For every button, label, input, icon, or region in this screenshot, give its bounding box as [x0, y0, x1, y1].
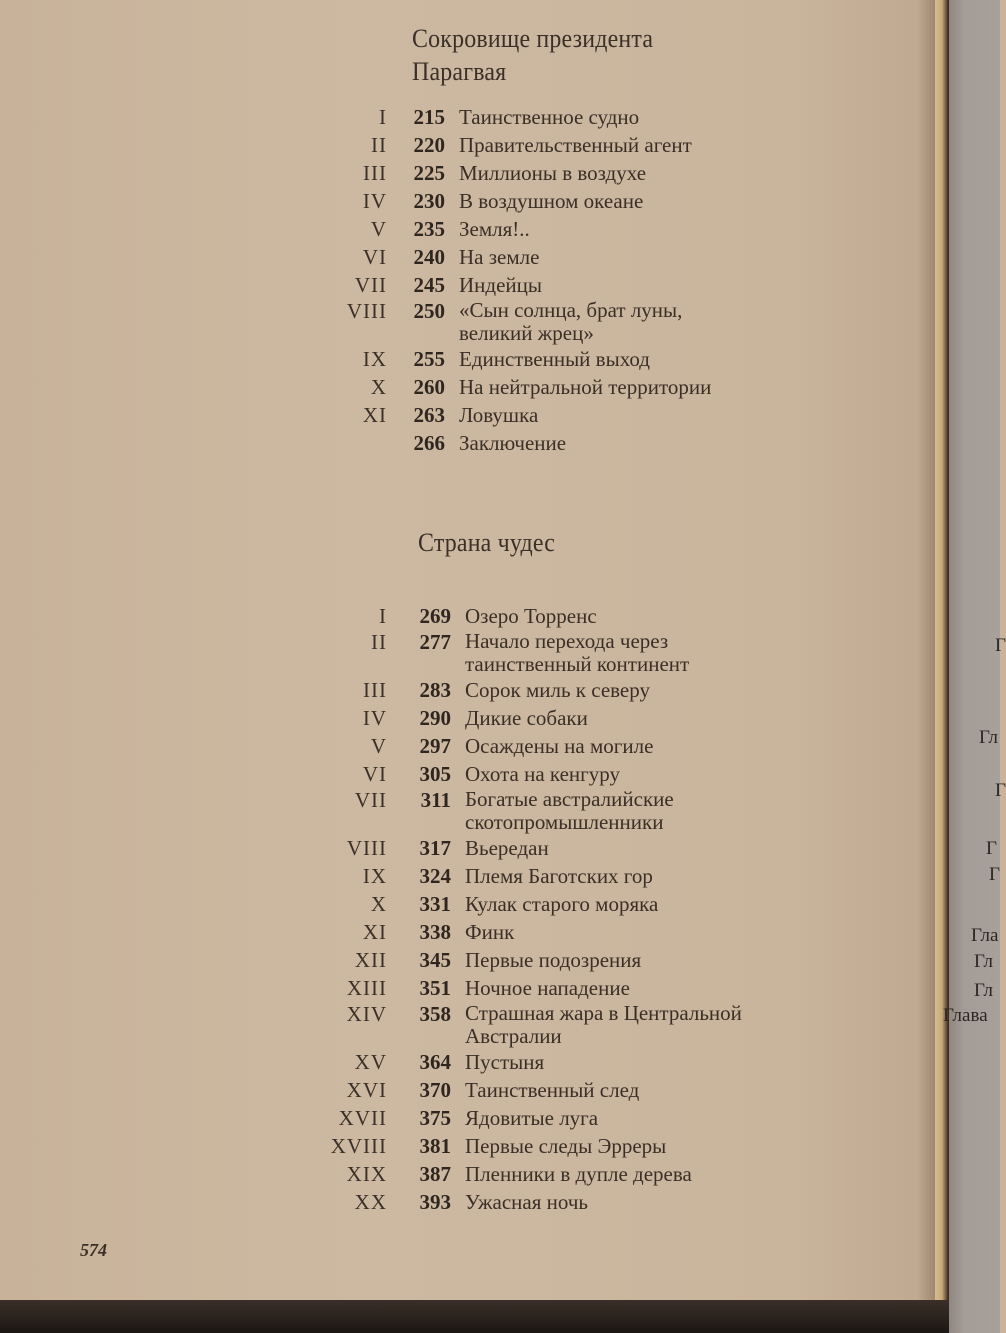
chapter-roman-numeral: VI — [362, 762, 387, 786]
chapter-title-line: Охота на кенгуру — [465, 762, 620, 786]
chapter-title-line: В воздушном океане — [459, 189, 644, 213]
chapter-page-number: 381 — [419, 1134, 451, 1158]
chapter-roman-numeral: XIX — [346, 1162, 387, 1186]
chapter-title-line: На земле — [459, 245, 540, 269]
chapter-roman-numeral: II — [371, 630, 387, 654]
next-page-text-fragment: Гл — [974, 980, 994, 1001]
next-page-text-fragment: Гл — [974, 951, 994, 972]
toc-entry — [354, 946, 742, 974]
toc-entry — [379, 602, 742, 630]
toc-entry — [346, 974, 742, 1002]
chapter-page-number: 375 — [419, 1106, 451, 1130]
chapter-title-line: Земля!.. — [459, 217, 530, 241]
chapter-roman-numeral: XX — [354, 1190, 387, 1214]
toc-entry — [354, 787, 742, 834]
next-page-text-fragment: Г — [989, 864, 1000, 885]
chapter-page-number: 215 — [413, 105, 445, 129]
chapter-title — [465, 1132, 742, 1160]
chapter-page-number: 260 — [413, 375, 445, 399]
next-page-text-fragment: Г — [995, 635, 1006, 656]
chapter-page-number: 266 — [413, 431, 445, 455]
chapter-page-number: 324 — [419, 864, 451, 888]
chapter-title-line: Кулак старого моряка — [465, 892, 659, 916]
toc-entry — [354, 1048, 742, 1076]
section-title-line: Парагвая — [412, 57, 507, 86]
toc-entry — [346, 1001, 742, 1048]
chapter-title — [459, 131, 711, 159]
toc-entry — [363, 159, 711, 187]
chapter-title — [459, 373, 711, 401]
chapter-roman-numeral: III — [363, 161, 387, 185]
chapter-title — [465, 890, 742, 918]
chapter-roman-numeral: VII — [354, 788, 387, 812]
chapter-title-line: Индейцы — [459, 273, 542, 297]
chapter-page-number: 235 — [413, 217, 445, 241]
chapter-roman-numeral: III — [363, 678, 387, 702]
toc-entry — [371, 131, 711, 159]
toc-entry — [354, 271, 711, 299]
chapter-page-number: 317 — [419, 836, 451, 860]
chapter-title-line: Пленники в дупле дерева — [465, 1162, 692, 1186]
next-page-text-fragment: Гл — [979, 727, 999, 748]
chapter-roman-numeral: XVIII — [330, 1134, 387, 1158]
chapter-title — [465, 760, 742, 788]
chapter-title-line: Вьередан — [465, 836, 549, 860]
chapter-title-line: таинственный континент — [465, 652, 690, 676]
chapter-title — [465, 946, 742, 974]
chapter-title — [459, 401, 711, 429]
chapter-title-line: Начало перехода через — [465, 629, 669, 653]
toc-entry — [362, 345, 711, 373]
chapter-roman-numeral: IV — [362, 706, 387, 730]
chapter-title-line: «Сын солнца, брат луны, — [459, 298, 683, 322]
next-page-text-fragment: Гла — [971, 925, 999, 946]
chapter-page-number: 364 — [419, 1050, 451, 1074]
next-page-text-fragment: Глава — [943, 1005, 988, 1026]
chapter-roman-numeral: XI — [362, 920, 387, 944]
section-title-line: Сокровище президента — [412, 24, 654, 53]
chapter-title-line: Страшная жара в Центральной — [465, 1001, 742, 1025]
toc-entry — [413, 429, 711, 457]
toc-entry — [362, 760, 742, 788]
chapter-page-number: 297 — [419, 734, 451, 758]
chapter-roman-numeral: V — [370, 217, 387, 241]
chapter-title — [465, 630, 742, 676]
toc-entry — [362, 918, 742, 946]
chapter-title-line: великий жрец» — [459, 321, 594, 345]
chapter-roman-numeral: XI — [362, 403, 387, 427]
chapter-title-line: Миллионы в воздухе — [459, 161, 647, 185]
page-number: 574 — [80, 1240, 107, 1260]
toc-list-wonderland — [330, 602, 742, 1216]
next-page-text-fragment: Г — [995, 780, 1006, 801]
chapter-page-number: 240 — [413, 245, 445, 269]
toc-entry — [370, 215, 711, 243]
chapter-roman-numeral: I — [379, 604, 387, 628]
chapter-roman-numeral: XVI — [346, 1078, 387, 1102]
chapter-title — [465, 1048, 742, 1076]
chapter-title-line: Таинственный след — [465, 1078, 640, 1102]
chapter-page-number: 250 — [413, 299, 445, 323]
chapter-roman-numeral: XV — [354, 1050, 387, 1074]
chapter-roman-numeral: IX — [362, 347, 387, 371]
chapter-title — [459, 215, 711, 243]
chapter-title — [465, 788, 742, 834]
toc-entry — [362, 401, 711, 429]
chapter-title — [459, 271, 711, 299]
chapter-page-number: 387 — [419, 1162, 451, 1186]
chapter-roman-numeral: IX — [362, 864, 387, 888]
chapter-title — [465, 862, 742, 890]
chapter-title-line: Пустыня — [465, 1050, 545, 1074]
chapter-title — [459, 429, 711, 457]
next-page-text-fragment: Г — [986, 838, 997, 859]
chapter-title — [465, 1104, 742, 1132]
chapter-title-line: Единственный выход — [459, 347, 650, 371]
chapter-page-number: 230 — [413, 189, 445, 213]
chapter-page-number: 255 — [413, 347, 445, 371]
chapter-title — [459, 243, 711, 271]
chapter-title-line: Ловушка — [459, 403, 539, 427]
chapter-title-line: Осаждены на могиле — [465, 734, 654, 758]
chapter-roman-numeral: II — [371, 133, 387, 157]
chapter-roman-numeral: IV — [362, 189, 387, 213]
chapter-page-number: 290 — [419, 706, 451, 730]
chapter-page-number: 311 — [420, 788, 451, 812]
chapter-page-number: 277 — [419, 630, 451, 654]
chapter-roman-numeral: XVII — [338, 1106, 387, 1130]
toc-entry — [346, 834, 742, 862]
chapter-page-number: 283 — [419, 678, 451, 702]
chapter-roman-numeral: V — [370, 734, 387, 758]
chapter-page-number: 220 — [413, 133, 445, 157]
section-title-paraguay — [412, 22, 653, 88]
toc-entry — [362, 704, 742, 732]
chapter-title — [459, 159, 711, 187]
chapter-title — [459, 299, 711, 345]
chapter-title-line: На нейтральной территории — [459, 375, 712, 399]
toc-entry — [346, 1076, 742, 1104]
chapter-title-line: Австралии — [465, 1024, 562, 1048]
book-page-right-edge — [943, 0, 1006, 1333]
chapter-title — [465, 676, 742, 704]
chapter-title — [465, 602, 742, 630]
toc-entry — [362, 243, 711, 271]
chapter-title — [459, 345, 711, 373]
chapter-title-line: Сорок миль к северу — [465, 678, 650, 702]
chapter-title — [465, 1002, 742, 1048]
toc-entry — [363, 676, 742, 704]
chapter-title-line: Ядовитые луга — [465, 1106, 599, 1130]
chapter-title — [465, 918, 742, 946]
chapter-page-number: 370 — [419, 1078, 451, 1102]
chapter-roman-numeral: XII — [354, 948, 387, 972]
chapter-roman-numeral: VIII — [346, 299, 387, 323]
chapter-roman-numeral: VII — [354, 273, 387, 297]
chapter-page-number: 263 — [413, 403, 445, 427]
toc-entry — [379, 103, 711, 131]
chapter-title — [465, 834, 742, 862]
section-title-wonderland — [418, 526, 555, 559]
chapter-roman-numeral: I — [379, 105, 387, 129]
page-bottom-shadow — [0, 1300, 949, 1333]
section-title-line: Страна чудес — [418, 528, 556, 557]
chapter-page-number: 358 — [419, 1002, 451, 1026]
chapter-page-number: 269 — [419, 604, 451, 628]
chapter-title-line: Племя Баготских гор — [465, 864, 653, 888]
chapter-title — [465, 704, 742, 732]
chapter-page-number: 245 — [413, 273, 445, 297]
chapter-roman-numeral: VIII — [346, 836, 387, 860]
chapter-page-number: 338 — [419, 920, 451, 944]
chapter-title-line: Первые следы Эрреры — [465, 1134, 667, 1158]
toc-entry — [346, 298, 711, 345]
chapter-roman-numeral: XIII — [346, 976, 387, 1000]
chapter-roman-numeral: X — [370, 375, 387, 399]
chapter-page-number: 345 — [419, 948, 451, 972]
chapter-title-line: Богатые австралийские — [465, 787, 674, 811]
toc-entry — [330, 1132, 742, 1160]
chapter-roman-numeral: XIV — [346, 1002, 387, 1026]
chapter-title-line: Ночное нападение — [465, 976, 630, 1000]
chapter-title — [465, 1076, 742, 1104]
toc-entry — [370, 373, 712, 401]
chapter-title-line: Озеро Торренс — [465, 604, 597, 628]
chapter-title-line: Правительственный агент — [459, 133, 692, 157]
chapter-page-number: 351 — [419, 976, 451, 1000]
chapter-roman-numeral: VI — [362, 245, 387, 269]
toc-list-paraguay — [346, 103, 712, 457]
toc-entry — [371, 629, 742, 676]
chapter-title-line: скотопромышленники — [465, 810, 664, 834]
chapter-title-line: Дикие собаки — [465, 706, 588, 730]
chapter-roman-numeral: X — [370, 892, 387, 916]
chapter-page-number: 225 — [413, 161, 445, 185]
chapter-title-line: Ужасная ночь — [465, 1190, 588, 1214]
chapter-title — [459, 187, 711, 215]
toc-entry — [338, 1104, 742, 1132]
chapter-title — [465, 1188, 742, 1216]
chapter-title — [465, 732, 742, 760]
chapter-title — [465, 1160, 742, 1188]
toc-entry — [362, 187, 711, 215]
chapter-page-number: 331 — [419, 892, 451, 916]
chapter-title-line: Финк — [465, 920, 515, 944]
toc-entry — [346, 1160, 742, 1188]
chapter-title-line: Первые подозрения — [465, 948, 642, 972]
chapter-page-number: 393 — [419, 1190, 451, 1214]
chapter-title-line: Заключение — [459, 431, 567, 455]
chapter-title — [465, 974, 742, 1002]
toc-entry — [370, 732, 742, 760]
toc-entry — [354, 1188, 742, 1216]
toc-entry — [362, 862, 742, 890]
toc-entry — [370, 890, 742, 918]
chapter-page-number: 305 — [419, 762, 451, 786]
chapter-title — [459, 103, 711, 131]
chapter-title-line: Таинственное судно — [459, 105, 640, 129]
book-gutter — [935, 0, 949, 1320]
